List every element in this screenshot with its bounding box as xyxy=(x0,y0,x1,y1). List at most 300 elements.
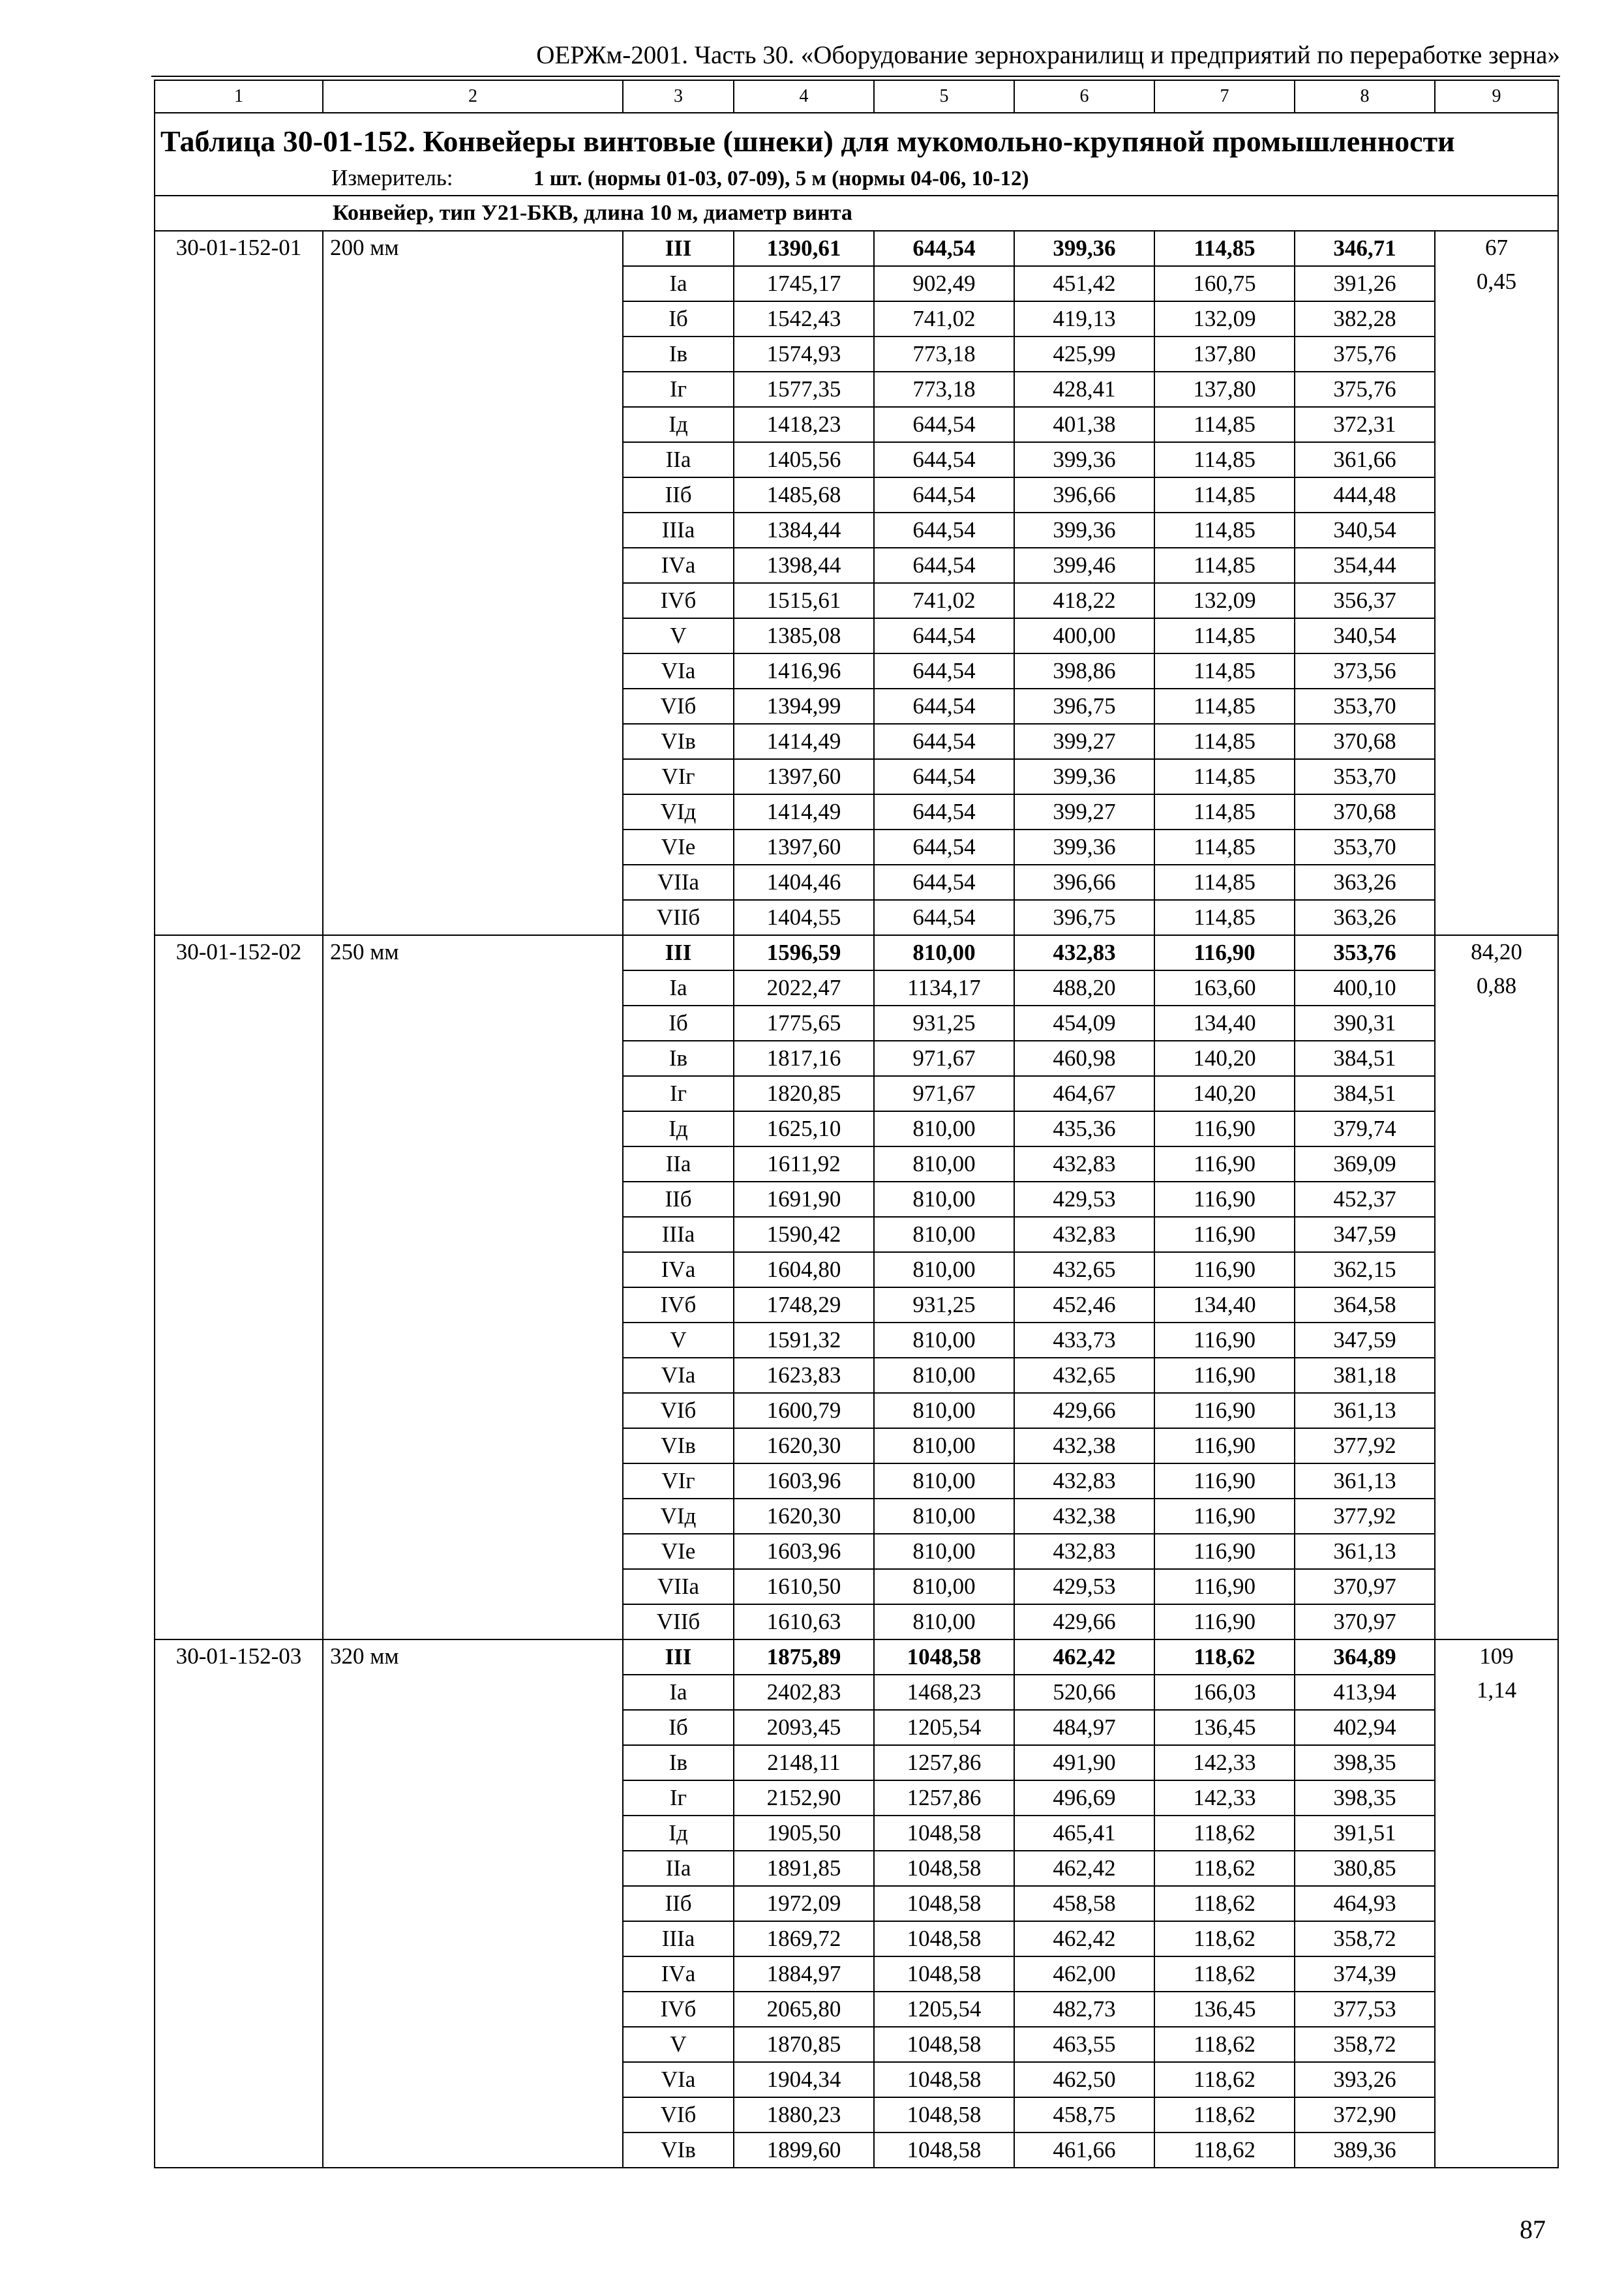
cost-value: 1404,55 xyxy=(734,900,874,935)
column-number: 3 xyxy=(623,80,734,113)
cost-value: 118,62 xyxy=(1154,1639,1295,1675)
cost-value: 2402,83 xyxy=(734,1675,874,1710)
cost-value: 810,00 xyxy=(874,1393,1014,1428)
cost-value: 1603,96 xyxy=(734,1463,874,1499)
cost-value: 1610,63 xyxy=(734,1604,874,1639)
cost-value: 116,90 xyxy=(1154,1428,1295,1463)
zone-code: Iб xyxy=(623,1710,734,1745)
cost-value: 353,70 xyxy=(1295,759,1435,794)
zone-code: Iд xyxy=(623,1111,734,1146)
cost-value: 398,35 xyxy=(1295,1745,1435,1780)
cost-value: 400,00 xyxy=(1014,618,1154,653)
zone-code: VIе xyxy=(623,1534,734,1569)
cost-value: 1390,61 xyxy=(734,231,874,266)
zone-code: VIа xyxy=(623,2062,734,2097)
cost-value: 398,86 xyxy=(1014,653,1154,689)
cost-value: 116,90 xyxy=(1154,1358,1295,1393)
cost-value: 741,02 xyxy=(874,301,1014,337)
cost-value: 644,54 xyxy=(874,724,1014,759)
cost-value: 384,51 xyxy=(1295,1041,1435,1076)
cost-value: 1775,65 xyxy=(734,1006,874,1041)
cost-value: 390,31 xyxy=(1295,1006,1435,1041)
cost-value: 402,94 xyxy=(1295,1710,1435,1745)
cost-value: 461,66 xyxy=(1014,2132,1154,2168)
cost-value: 379,74 xyxy=(1295,1111,1435,1146)
column-number: 9 xyxy=(1435,80,1558,113)
cost-value: 810,00 xyxy=(874,1604,1014,1639)
cost-value: 971,67 xyxy=(874,1041,1014,1076)
column-number: 7 xyxy=(1154,80,1295,113)
cost-value: 435,36 xyxy=(1014,1111,1154,1146)
measure-cell xyxy=(155,161,1558,196)
cost-value: 347,59 xyxy=(1295,1217,1435,1252)
cost-value: 454,09 xyxy=(1014,1006,1154,1041)
zone-code: Iа xyxy=(623,1675,734,1710)
cost-value: 1625,10 xyxy=(734,1111,874,1146)
cost-value: 644,54 xyxy=(874,548,1014,583)
zone-code: IIа xyxy=(623,1146,734,1182)
zone-code: VIб xyxy=(623,2097,734,2132)
zone-code: VIд xyxy=(623,1499,734,1534)
cost-value: 116,90 xyxy=(1154,1534,1295,1569)
cost-value: 118,62 xyxy=(1154,1816,1295,1851)
cost-value: 377,53 xyxy=(1295,1992,1435,2027)
cost-value: 2148,11 xyxy=(734,1745,874,1780)
cost-value: 432,83 xyxy=(1014,1463,1154,1499)
cost-value: 1048,58 xyxy=(874,1851,1014,1886)
cost-value: 353,76 xyxy=(1295,935,1435,970)
cost-value: 114,85 xyxy=(1154,618,1295,653)
cost-value: 1048,58 xyxy=(874,2097,1014,2132)
cost-value: 644,54 xyxy=(874,865,1014,900)
cost-value: 116,90 xyxy=(1154,1217,1295,1252)
table-row xyxy=(155,231,1558,266)
cost-value: 462,50 xyxy=(1014,2062,1154,2097)
cost-value: 380,85 xyxy=(1295,1851,1435,1886)
cost-value: 116,90 xyxy=(1154,1499,1295,1534)
zone-code: Iг xyxy=(623,1780,734,1816)
zone-code: VIб xyxy=(623,689,734,724)
cost-value: 382,28 xyxy=(1295,301,1435,337)
cost-value: 1904,34 xyxy=(734,2062,874,2097)
cost-value: 1574,93 xyxy=(734,337,874,372)
zone-code: VIIб xyxy=(623,900,734,935)
cost-value: 644,54 xyxy=(874,830,1014,865)
cost-value: 1820,85 xyxy=(734,1076,874,1111)
column-number: 6 xyxy=(1014,80,1154,113)
cost-value: 810,00 xyxy=(874,935,1014,970)
measure-row xyxy=(155,161,1558,196)
cost-value: 132,09 xyxy=(1154,583,1295,618)
cost-value: 1485,68 xyxy=(734,477,874,513)
cost-value: 810,00 xyxy=(874,1463,1014,1499)
cost-value: 132,09 xyxy=(1154,301,1295,337)
cost-value: 1394,99 xyxy=(734,689,874,724)
measure-value: 1 шт. (нормы 01-03, 07-09), 5 м (нормы 04-06, 10-12) xyxy=(534,166,1029,190)
cost-value: 391,51 xyxy=(1295,1816,1435,1851)
cost-value: 389,36 xyxy=(1295,2132,1435,2168)
cost-value: 377,92 xyxy=(1295,1428,1435,1463)
cost-value: 396,66 xyxy=(1014,477,1154,513)
cost-value: 810,00 xyxy=(874,1358,1014,1393)
cost-value: 369,09 xyxy=(1295,1146,1435,1182)
cost-value: 370,68 xyxy=(1295,794,1435,830)
zone-code: IIа xyxy=(623,442,734,477)
zone-code: IIIа xyxy=(623,1921,734,1956)
cost-value: 373,56 xyxy=(1295,653,1435,689)
cost-value: 134,40 xyxy=(1154,1287,1295,1323)
cost-value: 810,00 xyxy=(874,1217,1014,1252)
cost-value: 452,37 xyxy=(1295,1182,1435,1217)
cost-value: 429,53 xyxy=(1014,1569,1154,1604)
cost-value: 1869,72 xyxy=(734,1921,874,1956)
cost-value: 1610,50 xyxy=(734,1569,874,1604)
cost-value: 372,31 xyxy=(1295,407,1435,442)
extra-value-2: 1,14 xyxy=(1476,1677,1517,1703)
cost-value: 114,85 xyxy=(1154,407,1295,442)
cost-value: 1691,90 xyxy=(734,1182,874,1217)
cost-value: 741,02 xyxy=(874,583,1014,618)
cost-value: 140,20 xyxy=(1154,1076,1295,1111)
cost-value: 520,66 xyxy=(1014,1675,1154,1710)
table-row xyxy=(155,935,1558,970)
cost-value: 429,53 xyxy=(1014,1182,1154,1217)
cost-value: 340,54 xyxy=(1295,618,1435,653)
cost-value: 482,73 xyxy=(1014,1992,1154,2027)
cost-value: 116,90 xyxy=(1154,1323,1295,1358)
cost-value: 340,54 xyxy=(1295,513,1435,548)
cost-value: 496,69 xyxy=(1014,1780,1154,1816)
rates-table xyxy=(154,80,1559,2168)
cost-value: 396,66 xyxy=(1014,865,1154,900)
cost-value: 432,83 xyxy=(1014,1534,1154,1569)
cost-value: 118,62 xyxy=(1154,1956,1295,1992)
zone-code: IVб xyxy=(623,1992,734,2027)
cost-value: 810,00 xyxy=(874,1569,1014,1604)
cost-value: 362,15 xyxy=(1295,1252,1435,1287)
cost-value: 364,89 xyxy=(1295,1639,1435,1675)
cost-value: 1414,49 xyxy=(734,794,874,830)
cost-value: 396,75 xyxy=(1014,900,1154,935)
zone-code: VIг xyxy=(623,759,734,794)
cost-value: 1048,58 xyxy=(874,1956,1014,1992)
cost-value: 644,54 xyxy=(874,442,1014,477)
cost-value: 1590,42 xyxy=(734,1217,874,1252)
cost-value: 413,94 xyxy=(1295,1675,1435,1710)
cost-value: 644,54 xyxy=(874,759,1014,794)
cost-value: 1257,86 xyxy=(874,1745,1014,1780)
cost-value: 1048,58 xyxy=(874,1816,1014,1851)
cost-value: 361,13 xyxy=(1295,1393,1435,1428)
cost-value: 810,00 xyxy=(874,1323,1014,1358)
cost-value: 116,90 xyxy=(1154,1604,1295,1639)
zone-code: Iа xyxy=(623,970,734,1006)
cost-value: 364,58 xyxy=(1295,1287,1435,1323)
cost-value: 488,20 xyxy=(1014,970,1154,1006)
cost-value: 114,85 xyxy=(1154,653,1295,689)
cost-value: 353,70 xyxy=(1295,689,1435,724)
zone-code: IIб xyxy=(623,1182,734,1217)
cost-value: 432,38 xyxy=(1014,1428,1154,1463)
zone-code: Iв xyxy=(623,1745,734,1780)
cost-value: 137,80 xyxy=(1154,372,1295,407)
cost-value: 399,36 xyxy=(1014,513,1154,548)
cost-value: 1591,32 xyxy=(734,1323,874,1358)
cost-value: 644,54 xyxy=(874,477,1014,513)
cost-value: 2022,47 xyxy=(734,970,874,1006)
cost-value: 465,41 xyxy=(1014,1816,1154,1851)
cost-value: 140,20 xyxy=(1154,1041,1295,1076)
screw-diameter: 250 мм xyxy=(323,935,623,1639)
cost-value: 432,65 xyxy=(1014,1252,1154,1287)
cost-value: 114,85 xyxy=(1154,759,1295,794)
cost-value: 399,27 xyxy=(1014,724,1154,759)
cost-value: 432,83 xyxy=(1014,935,1154,970)
cost-value: 1134,17 xyxy=(874,970,1014,1006)
cost-value: 118,62 xyxy=(1154,2062,1295,2097)
cost-value: 142,33 xyxy=(1154,1780,1295,1816)
cost-value: 1385,08 xyxy=(734,618,874,653)
cost-value: 136,45 xyxy=(1154,1992,1295,2027)
cost-value: 432,38 xyxy=(1014,1499,1154,1534)
cost-value: 463,55 xyxy=(1014,2027,1154,2062)
cost-value: 644,54 xyxy=(874,900,1014,935)
cost-value: 377,92 xyxy=(1295,1499,1435,1534)
zone-code: Iа xyxy=(623,266,734,301)
cost-value: 464,93 xyxy=(1295,1886,1435,1921)
cost-value: 393,26 xyxy=(1295,2062,1435,2097)
extra-values-cell xyxy=(1435,231,1558,935)
cost-value: 116,90 xyxy=(1154,1569,1295,1604)
cost-value: 810,00 xyxy=(874,1499,1014,1534)
zone-code: Iг xyxy=(623,372,734,407)
cost-value: 1620,30 xyxy=(734,1499,874,1534)
cost-value: 429,66 xyxy=(1014,1393,1154,1428)
header-rule xyxy=(151,76,1560,77)
table-row xyxy=(155,1639,1558,1675)
zone-code: Iб xyxy=(623,1006,734,1041)
cost-value: 810,00 xyxy=(874,1428,1014,1463)
zone-code: VIд xyxy=(623,794,734,830)
cost-value: 810,00 xyxy=(874,1534,1014,1569)
cost-value: 358,72 xyxy=(1295,2027,1435,2062)
zone-code: IIа xyxy=(623,1851,734,1886)
cost-value: 1397,60 xyxy=(734,759,874,794)
cost-value: 425,99 xyxy=(1014,337,1154,372)
screw-diameter: 200 мм xyxy=(323,231,623,935)
table-title-row xyxy=(155,113,1558,161)
cost-value: 1604,80 xyxy=(734,1252,874,1287)
zone-code: VIб xyxy=(623,1393,734,1428)
cost-value: 356,37 xyxy=(1295,583,1435,618)
cost-value: 2152,90 xyxy=(734,1780,874,1816)
cost-value: 1205,54 xyxy=(874,1710,1014,1745)
cost-value: 462,42 xyxy=(1014,1851,1154,1886)
cost-value: 391,26 xyxy=(1295,266,1435,301)
cost-value: 1414,49 xyxy=(734,724,874,759)
cost-value: 1048,58 xyxy=(874,1886,1014,1921)
cost-value: 484,97 xyxy=(1014,1710,1154,1745)
column-number: 4 xyxy=(734,80,874,113)
cost-value: 458,58 xyxy=(1014,1886,1154,1921)
zone-code: VIIа xyxy=(623,1569,734,1604)
cost-value: 931,25 xyxy=(874,1006,1014,1041)
zone-code: III xyxy=(623,231,734,266)
cost-value: 644,54 xyxy=(874,794,1014,830)
cost-value: 372,90 xyxy=(1295,2097,1435,2132)
cost-value: 116,90 xyxy=(1154,935,1295,970)
zone-code: V xyxy=(623,618,734,653)
cost-value: 491,90 xyxy=(1014,1745,1154,1780)
column-number-row xyxy=(155,80,1558,113)
cost-value: 810,00 xyxy=(874,1111,1014,1146)
cost-value: 363,26 xyxy=(1295,865,1435,900)
cost-value: 363,26 xyxy=(1295,900,1435,935)
cost-value: 399,36 xyxy=(1014,231,1154,266)
zone-code: VIа xyxy=(623,653,734,689)
cost-value: 2093,45 xyxy=(734,1710,874,1745)
cost-value: 1398,44 xyxy=(734,548,874,583)
zone-code: IVа xyxy=(623,1252,734,1287)
cost-value: 773,18 xyxy=(874,337,1014,372)
zone-code: IVб xyxy=(623,583,734,618)
cost-value: 118,62 xyxy=(1154,1886,1295,1921)
zone-code: VIе xyxy=(623,830,734,865)
zone-code: VIIа xyxy=(623,865,734,900)
cost-value: 347,59 xyxy=(1295,1323,1435,1358)
rate-code: 30-01-152-01 xyxy=(155,231,323,935)
cost-value: 1404,46 xyxy=(734,865,874,900)
cost-value: 114,85 xyxy=(1154,724,1295,759)
zone-code: Iд xyxy=(623,1816,734,1851)
cost-value: 1515,61 xyxy=(734,583,874,618)
cost-value: 1468,23 xyxy=(874,1675,1014,1710)
zone-code: V xyxy=(623,2027,734,2062)
column-number: 8 xyxy=(1295,80,1435,113)
cost-value: 931,25 xyxy=(874,1287,1014,1323)
measure-label: Измеритель: xyxy=(331,164,453,190)
cost-value: 432,83 xyxy=(1014,1146,1154,1182)
table-title: Таблица 30-01-152. Конвейеры винтовые (шнеки) для мукомольно-крупяной промышленности xyxy=(155,113,1558,161)
cost-value: 118,62 xyxy=(1154,2027,1295,2062)
cost-value: 432,65 xyxy=(1014,1358,1154,1393)
cost-value: 114,85 xyxy=(1154,830,1295,865)
cost-value: 1416,96 xyxy=(734,653,874,689)
cost-value: 370,97 xyxy=(1295,1604,1435,1639)
cost-value: 452,46 xyxy=(1014,1287,1154,1323)
cost-value: 810,00 xyxy=(874,1146,1014,1182)
cost-value: 2065,80 xyxy=(734,1992,874,2027)
screw-diameter: 320 мм xyxy=(323,1639,623,2168)
cost-value: 399,36 xyxy=(1014,830,1154,865)
cost-value: 114,85 xyxy=(1154,442,1295,477)
column-number: 2 xyxy=(323,80,623,113)
cost-value: 1891,85 xyxy=(734,1851,874,1886)
zone-code: IVа xyxy=(623,1956,734,1992)
cost-value: 361,66 xyxy=(1295,442,1435,477)
cost-value: 644,54 xyxy=(874,407,1014,442)
zone-code: VIIб xyxy=(623,1604,734,1639)
zone-code: Iб xyxy=(623,301,734,337)
extra-value-2: 0,45 xyxy=(1476,269,1517,294)
page-number: 87 xyxy=(1520,2215,1546,2244)
column-number: 1 xyxy=(155,80,323,113)
cost-value: 1405,56 xyxy=(734,442,874,477)
cost-value: 136,45 xyxy=(1154,1710,1295,1745)
cost-value: 375,76 xyxy=(1295,337,1435,372)
cost-value: 346,71 xyxy=(1295,231,1435,266)
zone-code: IIб xyxy=(623,1886,734,1921)
cost-value: 353,70 xyxy=(1295,830,1435,865)
zone-code: IVа xyxy=(623,548,734,583)
cost-value: 114,85 xyxy=(1154,689,1295,724)
cost-value: 1048,58 xyxy=(874,1639,1014,1675)
zone-code: III xyxy=(623,935,734,970)
group-heading-row xyxy=(155,196,1558,231)
cost-value: 462,00 xyxy=(1014,1956,1154,1992)
cost-value: 1611,92 xyxy=(734,1146,874,1182)
zone-code: IIб xyxy=(623,477,734,513)
cost-value: 1577,35 xyxy=(734,372,874,407)
cost-value: 370,68 xyxy=(1295,724,1435,759)
cost-value: 773,18 xyxy=(874,372,1014,407)
cost-value: 462,42 xyxy=(1014,1921,1154,1956)
cost-value: 137,80 xyxy=(1154,337,1295,372)
cost-value: 116,90 xyxy=(1154,1111,1295,1146)
zone-code: IIIа xyxy=(623,513,734,548)
cost-value: 361,13 xyxy=(1295,1534,1435,1569)
cost-value: 1745,17 xyxy=(734,266,874,301)
cost-value: 644,54 xyxy=(874,513,1014,548)
group-heading: Конвейер, тип У21-БКВ, длина 10 м, диаметр винта xyxy=(155,196,1558,231)
cost-value: 116,90 xyxy=(1154,1146,1295,1182)
cost-value: 399,36 xyxy=(1014,442,1154,477)
cost-value: 142,33 xyxy=(1154,1745,1295,1780)
cost-value: 114,85 xyxy=(1154,513,1295,548)
zone-code: VIв xyxy=(623,724,734,759)
cost-value: 375,76 xyxy=(1295,372,1435,407)
cost-value: 114,85 xyxy=(1154,794,1295,830)
cost-value: 114,85 xyxy=(1154,900,1295,935)
cost-value: 114,85 xyxy=(1154,865,1295,900)
zone-code: Iв xyxy=(623,337,734,372)
cost-value: 1048,58 xyxy=(874,2062,1014,2097)
cost-value: 398,35 xyxy=(1295,1780,1435,1816)
cost-value: 444,48 xyxy=(1295,477,1435,513)
cost-value: 358,72 xyxy=(1295,1921,1435,1956)
cost-value: 118,62 xyxy=(1154,2097,1295,2132)
cost-value: 1884,97 xyxy=(734,1956,874,1992)
cost-value: 971,67 xyxy=(874,1076,1014,1111)
cost-value: 166,03 xyxy=(1154,1675,1295,1710)
cost-value: 381,18 xyxy=(1295,1358,1435,1393)
cost-value: 1623,83 xyxy=(734,1358,874,1393)
zone-code: V xyxy=(623,1323,734,1358)
cost-value: 134,40 xyxy=(1154,1006,1295,1041)
cost-value: 116,90 xyxy=(1154,1393,1295,1428)
extra-value-1: 67 xyxy=(1485,235,1508,260)
cost-value: 419,13 xyxy=(1014,301,1154,337)
cost-value: 401,38 xyxy=(1014,407,1154,442)
cost-value: 1748,29 xyxy=(734,1287,874,1323)
cost-value: 118,62 xyxy=(1154,1851,1295,1886)
cost-value: 399,27 xyxy=(1014,794,1154,830)
cost-value: 1880,23 xyxy=(734,2097,874,2132)
cost-value: 1603,96 xyxy=(734,1534,874,1569)
extra-value-2: 0,88 xyxy=(1476,973,1517,998)
cost-value: 1397,60 xyxy=(734,830,874,865)
cost-value: 384,51 xyxy=(1295,1076,1435,1111)
